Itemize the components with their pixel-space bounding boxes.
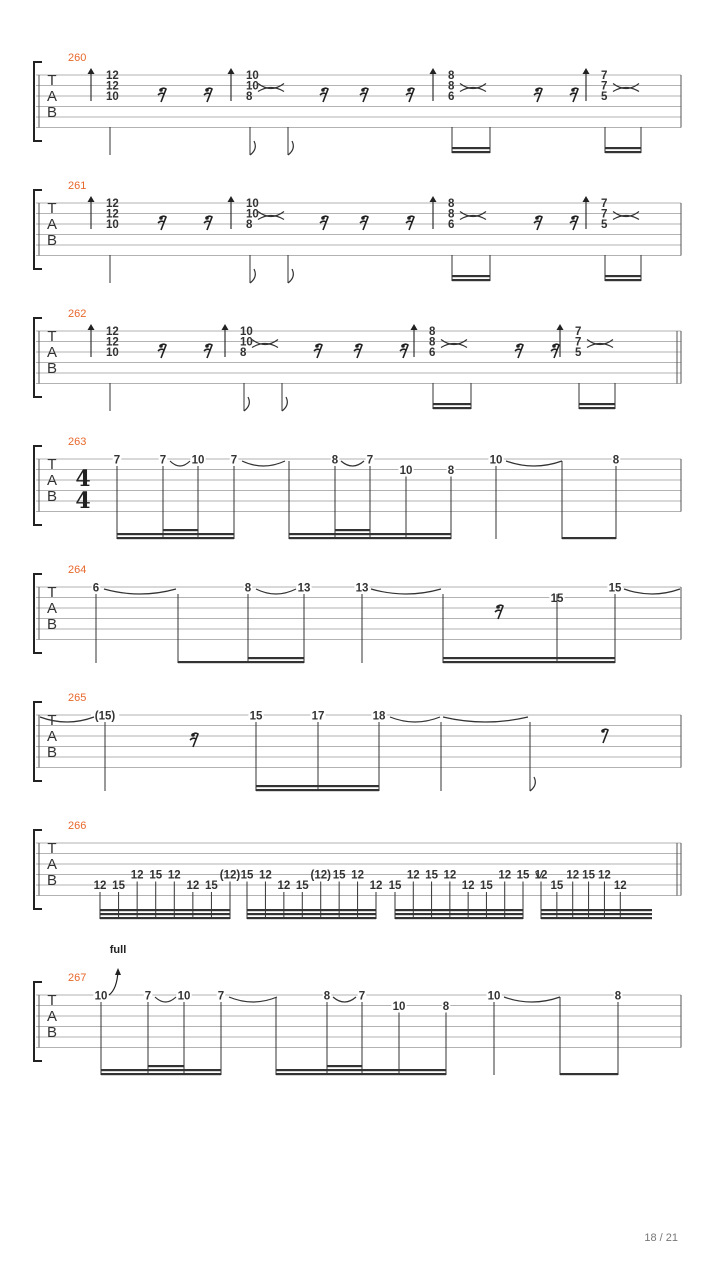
tab-letter-a: A xyxy=(46,88,58,105)
fret-number: 7 xyxy=(601,208,608,221)
beam xyxy=(433,403,471,405)
beam xyxy=(443,657,615,659)
beam xyxy=(100,917,230,919)
measure-number: 264 xyxy=(68,564,87,576)
beam xyxy=(163,529,198,531)
rest-dot xyxy=(321,88,325,92)
tie xyxy=(104,589,176,594)
rest-dot xyxy=(552,344,556,348)
rest-dot xyxy=(355,344,359,348)
beam xyxy=(148,1065,184,1067)
stem-flag xyxy=(250,141,255,155)
tab-letter-a: A xyxy=(46,344,58,361)
fret-number: 12 xyxy=(130,869,144,882)
fret-number: 12 xyxy=(259,869,272,882)
measure-number: 262 xyxy=(68,308,87,320)
fret-number: 10 xyxy=(489,454,503,467)
beam xyxy=(256,789,379,791)
tie xyxy=(258,216,284,220)
stem-flag xyxy=(244,397,249,411)
fret-number: 8 xyxy=(448,208,455,221)
rest-dot xyxy=(496,605,500,609)
beam xyxy=(443,661,615,663)
tab-letter-b: B xyxy=(46,616,58,633)
fret-number: 12 xyxy=(598,869,611,882)
system-bracket xyxy=(34,190,42,269)
rest-dot xyxy=(315,344,319,348)
beam xyxy=(247,917,376,919)
rest-dot xyxy=(407,216,411,220)
fret-number: 7 xyxy=(159,454,167,467)
fret-number: 8 xyxy=(614,990,622,1003)
tie xyxy=(341,461,364,466)
stem-flag xyxy=(282,397,287,411)
tab-letter-b: B xyxy=(46,360,58,377)
fret-number: 5 xyxy=(575,347,582,359)
rest-dot xyxy=(205,344,209,348)
measure-number: 261 xyxy=(68,180,87,192)
measure-number: 266 xyxy=(68,820,87,832)
beam xyxy=(562,537,616,539)
fret-number: 15 xyxy=(516,869,530,882)
system-bracket xyxy=(34,318,42,397)
fret-number: 15 xyxy=(149,869,163,882)
tie xyxy=(170,461,190,466)
tab-letter-t: T xyxy=(47,840,57,857)
tab-letter-t: T xyxy=(47,200,57,217)
rest-dot xyxy=(361,88,365,92)
fret-number: 10 xyxy=(177,990,191,1003)
tie xyxy=(506,461,562,466)
fret-number: 7 xyxy=(230,454,238,467)
beam xyxy=(452,147,490,149)
system-bracket xyxy=(34,830,42,909)
rest-dot xyxy=(191,733,195,737)
beam xyxy=(395,909,523,911)
beam xyxy=(289,537,451,539)
fret-number: 8 xyxy=(612,454,620,467)
beam xyxy=(276,1073,446,1075)
fret-number: 18 xyxy=(372,710,386,723)
fret-number: 12 xyxy=(277,880,291,892)
fret-number: 12 xyxy=(498,869,512,882)
tie xyxy=(252,344,278,348)
fret-number: 8 xyxy=(323,990,331,1003)
tab-letter-b: B xyxy=(46,232,58,249)
fret-number: 7 xyxy=(217,990,225,1003)
fret-number: 8 xyxy=(331,454,339,467)
fret-number: 12 xyxy=(186,880,200,892)
rest-dot xyxy=(401,344,405,348)
fret-number: 10 xyxy=(106,91,119,103)
up-stroke-arrow xyxy=(222,324,229,330)
fret-number: 15 xyxy=(480,880,493,892)
fret-number: 6 xyxy=(448,91,455,103)
fret-number: 8 xyxy=(448,198,455,210)
measure-number: 260 xyxy=(68,52,87,64)
up-stroke-arrow xyxy=(88,68,95,74)
up-stroke-arrow xyxy=(430,196,437,202)
up-stroke-arrow xyxy=(411,324,418,330)
fret-number: 10 xyxy=(487,990,501,1003)
beam xyxy=(247,913,376,915)
rest-dot xyxy=(205,216,209,220)
tab-letter-b: B xyxy=(46,104,58,121)
rest-dot xyxy=(535,88,539,92)
tie xyxy=(256,589,296,594)
fret-number: 15 xyxy=(112,880,125,892)
fret-number: 15 xyxy=(240,869,254,882)
bend-full-label: full xyxy=(109,944,127,956)
beam xyxy=(452,275,490,277)
rest-dot xyxy=(321,216,325,220)
tie xyxy=(587,344,613,348)
fret-number: 12 xyxy=(351,869,364,882)
beam xyxy=(327,1065,362,1067)
stem-flag xyxy=(530,777,535,791)
fret-number: 8 xyxy=(429,326,436,338)
fret-number: 7 xyxy=(601,198,608,210)
fret-number: 10 xyxy=(392,1000,406,1013)
time-signature-bottom: 4 xyxy=(75,488,91,514)
fret-number: 12 xyxy=(106,208,119,221)
fret-number: 15 xyxy=(249,710,263,723)
beam xyxy=(117,537,234,539)
rest-dot xyxy=(516,344,520,348)
fret-number: 7 xyxy=(575,326,582,338)
fret-number: 8 xyxy=(244,582,252,595)
fret-number: (12) xyxy=(310,869,331,882)
fret-number: 7 xyxy=(601,80,608,93)
fret-number: 10 xyxy=(106,347,119,359)
fret-number: 6 xyxy=(92,582,100,595)
system-bracket xyxy=(34,982,42,1061)
up-stroke-arrow xyxy=(583,196,590,202)
up-stroke-arrow xyxy=(430,68,437,74)
tie xyxy=(155,997,176,1002)
beam xyxy=(178,661,304,663)
beam xyxy=(117,533,234,535)
beam xyxy=(452,151,490,153)
fret-number: 15 xyxy=(608,582,622,595)
tab-letter-b: B xyxy=(46,872,58,889)
beam xyxy=(101,1069,221,1071)
fret-number: 10 xyxy=(246,198,259,210)
fret-number: 10 xyxy=(399,464,413,477)
stem-flag xyxy=(250,269,255,283)
fret-number: 8 xyxy=(448,80,455,93)
beam xyxy=(335,529,370,531)
beam xyxy=(256,785,379,787)
beam xyxy=(605,279,641,281)
fret-number: 15 xyxy=(425,869,438,882)
fret-number: 10 xyxy=(240,336,253,349)
beam xyxy=(605,151,641,153)
fret-number: 12 xyxy=(369,880,383,892)
up-stroke-arrow xyxy=(88,324,95,330)
fret-number: 8 xyxy=(246,219,253,231)
page-number: 18 / 21 xyxy=(644,1232,678,1244)
fret-number: (12) xyxy=(219,869,241,882)
tie xyxy=(613,88,639,92)
beam xyxy=(541,917,652,919)
rest-dot xyxy=(601,729,605,733)
fret-number: 8 xyxy=(448,70,455,82)
fret-number: 7 xyxy=(575,336,582,349)
tab-letter-b: B xyxy=(46,744,58,761)
beam xyxy=(560,1073,618,1075)
system-bracket xyxy=(34,62,42,141)
fret-number: 7 xyxy=(601,70,608,82)
fret-number: 7 xyxy=(113,454,121,467)
fret-number: 12 xyxy=(613,880,627,892)
rest-dot xyxy=(159,216,163,220)
rest-dot xyxy=(571,216,575,220)
beam xyxy=(605,275,641,277)
system-bracket xyxy=(34,446,42,525)
beam xyxy=(247,909,376,911)
fret-number: 15 xyxy=(550,592,564,605)
up-stroke-arrow xyxy=(88,196,95,202)
fret-number: (15) xyxy=(94,710,116,723)
rest-dot xyxy=(535,216,539,220)
stem-flag xyxy=(288,141,293,155)
tab-letter-a: A xyxy=(46,600,58,617)
time-signature-top: 4 xyxy=(75,466,91,492)
measure-number: 267 xyxy=(68,972,87,984)
tie xyxy=(258,88,284,92)
tie xyxy=(242,461,285,466)
fret-number: 12 xyxy=(93,880,107,892)
fret-number: 8 xyxy=(447,464,455,477)
beam xyxy=(289,533,451,535)
fret-number: 12 xyxy=(106,336,119,349)
fret-number: 6 xyxy=(448,219,455,231)
measure-number: 263 xyxy=(68,436,87,448)
tie xyxy=(390,717,440,722)
fret-number: 17 xyxy=(311,710,325,723)
tie xyxy=(460,88,486,92)
beam xyxy=(579,403,615,405)
rest-dot xyxy=(159,344,163,348)
fret-number: 12 xyxy=(443,869,457,882)
system-bracket xyxy=(34,574,42,653)
rest-dot xyxy=(571,88,575,92)
fret-number: 8 xyxy=(246,91,253,103)
fret-number: 10 xyxy=(191,454,205,467)
beam xyxy=(395,917,523,919)
fret-number: 12 xyxy=(106,326,119,338)
beam xyxy=(276,1069,446,1071)
tab-letter-a: A xyxy=(46,728,58,745)
fret-number: 13 xyxy=(355,582,369,595)
tab-letter-a: A xyxy=(46,216,58,233)
tie xyxy=(460,216,486,220)
fret-number: 15 xyxy=(388,880,402,892)
fret-number: 12 xyxy=(566,869,580,882)
tie xyxy=(441,344,467,348)
tab-letter-a: A xyxy=(46,1008,58,1025)
fret-number: 7 xyxy=(358,990,366,1003)
rest-dot xyxy=(407,88,411,92)
beam xyxy=(100,909,230,911)
fret-number: 12 xyxy=(167,869,181,882)
fret-number: 12 xyxy=(106,70,119,82)
beam xyxy=(101,1073,221,1075)
tab-letter-b: B xyxy=(46,488,58,505)
fret-number: 10 xyxy=(246,208,259,221)
beam xyxy=(248,657,304,659)
fret-number: 8 xyxy=(240,347,247,359)
fret-number: 10 xyxy=(94,990,108,1003)
fret-number: 12 xyxy=(406,869,420,882)
tab-letter-t: T xyxy=(47,584,57,601)
fret-number: 12 xyxy=(106,80,119,93)
tie xyxy=(371,589,441,594)
fret-number: 7 xyxy=(366,454,374,467)
beam xyxy=(395,913,523,915)
tie xyxy=(613,216,639,220)
tab-letter-t: T xyxy=(47,328,57,345)
fret-number: 5 xyxy=(601,91,608,103)
tab-letter-a: A xyxy=(46,856,58,873)
fret-number: 15 xyxy=(550,880,564,892)
up-stroke-arrow xyxy=(583,68,590,74)
fret-number: 10 xyxy=(240,326,253,338)
fret-number: 13 xyxy=(297,582,311,595)
fret-number: 8 xyxy=(429,336,436,349)
rest-dot xyxy=(361,216,365,220)
up-stroke-arrow xyxy=(557,324,564,330)
stem-flag xyxy=(288,269,293,283)
fret-number: 12 xyxy=(461,880,475,892)
fret-number: 15 xyxy=(582,869,595,882)
rest-dot xyxy=(205,88,209,92)
tie xyxy=(504,997,560,1002)
beam xyxy=(579,407,615,409)
fret-number: 15 xyxy=(205,880,218,892)
tab-letter-t: T xyxy=(47,992,57,1009)
tie xyxy=(333,997,356,1002)
tab-letter-t: T xyxy=(47,72,57,89)
tie xyxy=(229,997,277,1002)
fret-number: 7 xyxy=(144,990,152,1003)
system-bracket xyxy=(34,702,42,781)
up-stroke-arrow xyxy=(228,68,235,74)
beam xyxy=(541,909,652,911)
fret-number: 8 xyxy=(442,1000,450,1013)
fret-number: 10 xyxy=(246,80,259,93)
beam xyxy=(433,407,471,409)
fret-number: 6 xyxy=(429,347,436,359)
fret-number: 15 xyxy=(332,869,346,882)
beam xyxy=(605,147,641,149)
tie xyxy=(443,717,528,722)
up-stroke-arrow xyxy=(228,196,235,202)
bend-arrow xyxy=(115,968,121,975)
rest-dot xyxy=(159,88,163,92)
beam xyxy=(452,279,490,281)
fret-number: 12 xyxy=(534,869,548,882)
tab-letter-t: T xyxy=(47,456,57,473)
fret-number: 15 xyxy=(295,880,309,892)
tab-letter-t: T xyxy=(47,712,57,729)
fret-number: 5 xyxy=(601,219,608,231)
fret-number: 10 xyxy=(106,219,119,231)
measure-number: 265 xyxy=(68,692,87,704)
beam xyxy=(100,913,230,915)
beam xyxy=(541,913,652,915)
tab-letter-b: B xyxy=(46,1024,58,1041)
fret-number: 12 xyxy=(106,198,119,210)
fret-number: 10 xyxy=(246,70,259,82)
tab-letter-a: A xyxy=(46,472,58,489)
tie xyxy=(624,589,680,594)
